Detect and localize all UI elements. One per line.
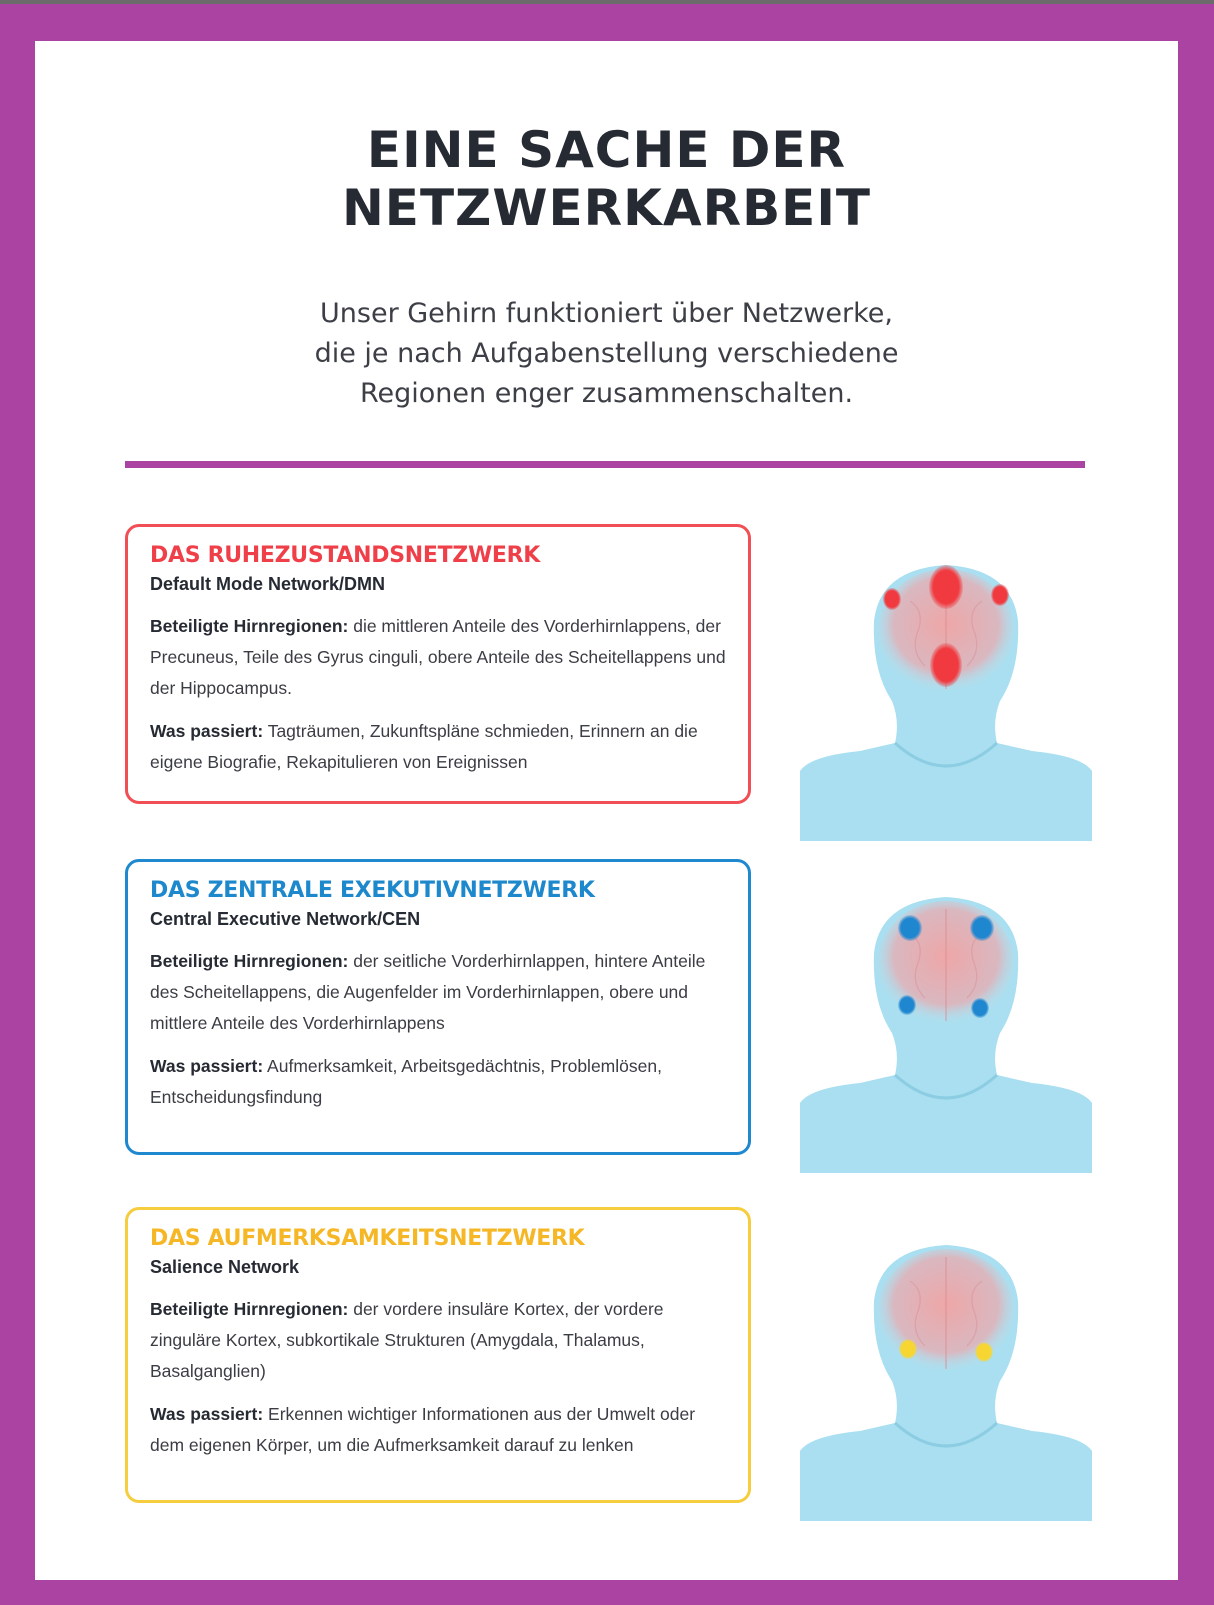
page-title <box>35 121 1178 237</box>
network-heading: DAS AUFMERKSAMKEITSNETZWERK <box>150 1226 585 1251</box>
regions-label: Beteiligte Hirnregionen: <box>150 951 349 971</box>
effect-text: Tagträumen, Zukunftspläne schmieden, Erinnern an die eigene Biografie, Rekapitulieren von Ereignissen <box>150 721 698 772</box>
head-icon <box>800 1241 1092 1521</box>
network-card-central-executive <box>125 859 751 1155</box>
regions-label: Beteiligte Hirnregionen: <box>150 1299 349 1319</box>
regions-text: der seitliche Vorderhirnlappen, hintere Anteile des Scheitellappens, die Augenfelder im Vorderhirnlappen, obere und mittlere Anteile des Vorderhirnlappens <box>150 951 706 1033</box>
intro-line-2: die je nach Aufgabenstellung verschiedene <box>314 338 899 369</box>
network-effect <box>150 1051 726 1113</box>
head-illustration-dmn <box>800 561 1092 841</box>
network-regions <box>150 611 726 704</box>
regions-text: die mittleren Anteile des Vorderhirnlappens, der Precuneus, Teile des Gyrus cinguli, obere Anteile des Scheitellappens und der Hippocampus. <box>150 616 726 698</box>
intro-text <box>35 294 1178 414</box>
head-illustration-salience <box>800 1241 1092 1521</box>
top-edge-line <box>0 0 1214 4</box>
network-effect <box>150 1399 726 1461</box>
effect-text: Erkennen wichtiger Informationen aus der Umwelt oder dem eigenen Körper, um die Aufmerksamkeit darauf zu lenken <box>150 1404 696 1455</box>
network-regions <box>150 946 726 1039</box>
network-effect <box>150 716 726 778</box>
regions-label: Beteiligte Hirnregionen: <box>150 616 349 636</box>
network-subheading: Central Executive Network/CEN <box>150 909 421 929</box>
network-heading: DAS ZENTRALE EXEKUTIVNETZWERK <box>150 878 595 903</box>
network-card-salience <box>125 1207 751 1503</box>
network-regions <box>150 1294 726 1387</box>
title-line-1: EINE SACHE DER <box>366 121 847 179</box>
effect-label: Was passiert: <box>150 1404 264 1424</box>
infographic-page <box>35 41 1178 1580</box>
section-divider <box>125 461 1085 468</box>
head-icon <box>800 893 1092 1173</box>
head-illustration-cen <box>800 893 1092 1173</box>
regions-text: der vordere insuläre Kortex, der vordere zinguläre Kortex, subkortikale Strukturen (Amygdala, Thalamus, Basalganglien) <box>150 1299 664 1381</box>
intro-line-3: Regionen enger zusammenschalten. <box>359 378 854 409</box>
effect-label: Was passiert: <box>150 721 264 741</box>
effect-label: Was passiert: <box>150 1056 264 1076</box>
network-card-default-mode <box>125 524 751 804</box>
head-icon <box>800 561 1092 841</box>
effect-text: Aufmerksamkeit, Arbeitsgedächtnis, Problemlösen, Entscheidungsfindung <box>150 1056 662 1107</box>
title-line-2: NETZWERKARBEIT <box>341 179 872 237</box>
intro-line-1: Unser Gehirn funktioniert über Netzwerke, <box>320 298 893 329</box>
network-subheading: Default Mode Network/DMN <box>150 574 386 594</box>
network-subheading: Salience Network <box>150 1257 300 1277</box>
network-heading: DAS RUHEZUSTANDSNETZWERK <box>150 543 541 568</box>
